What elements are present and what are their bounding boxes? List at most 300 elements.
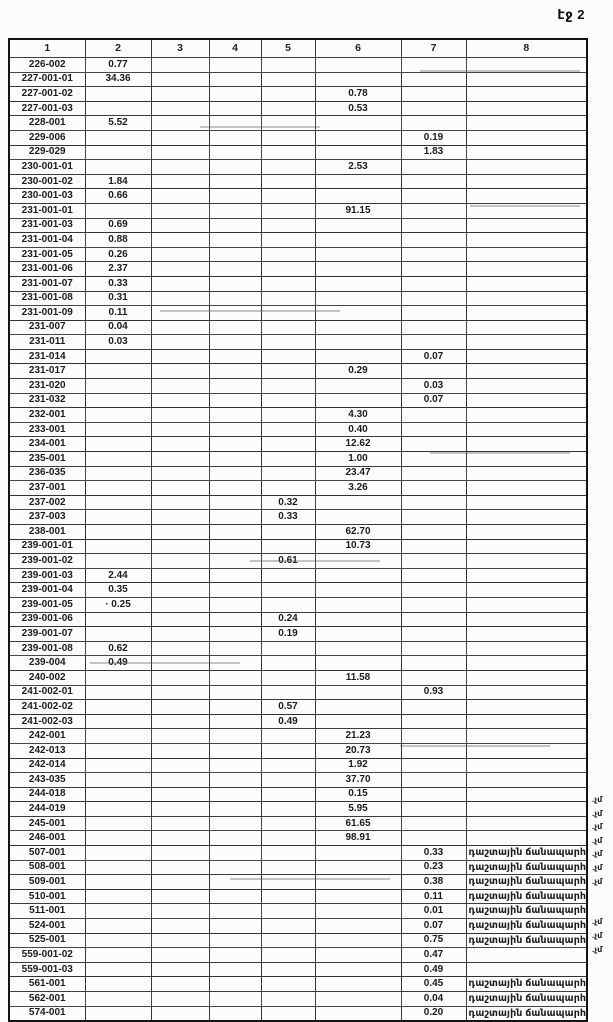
- cell: [315, 189, 401, 204]
- cell: 2.44: [85, 568, 151, 583]
- cell: 227-001-02: [9, 87, 85, 102]
- cell: 230-001-03: [9, 189, 85, 204]
- table-row: [9, 889, 587, 904]
- margin-note: [592, 671, 613, 685]
- cell: [315, 218, 401, 233]
- cell: [151, 335, 209, 350]
- cell: [151, 597, 209, 612]
- cell: [401, 72, 466, 87]
- cell: 0.04: [85, 320, 151, 335]
- cell: [315, 335, 401, 350]
- cell: 61.65: [315, 816, 401, 831]
- cell: դաշտային ճանապարհ: [466, 933, 587, 948]
- table-row: [9, 962, 587, 977]
- cell: [151, 670, 209, 685]
- cell: [151, 174, 209, 189]
- cell: [151, 495, 209, 510]
- cell: 239-001-04: [9, 583, 85, 598]
- cell: [315, 554, 401, 569]
- cell: 240-002: [9, 670, 85, 685]
- table-row: [9, 641, 587, 656]
- cell: [261, 641, 315, 656]
- cell: [151, 72, 209, 87]
- cell: [151, 992, 209, 1007]
- cell: [466, 379, 587, 394]
- cell: 236-035: [9, 466, 85, 481]
- cell: [209, 276, 261, 291]
- table-row: [9, 904, 587, 919]
- cell: [261, 379, 315, 394]
- cell: [261, 203, 315, 218]
- cell: [209, 203, 261, 218]
- cell: [261, 670, 315, 685]
- cell: 23.47: [315, 466, 401, 481]
- table-row: [9, 364, 587, 379]
- cell: [151, 773, 209, 788]
- cell: [151, 714, 209, 729]
- table-row: [9, 130, 587, 145]
- cell: [151, 612, 209, 627]
- cell: [209, 58, 261, 73]
- cell: 227-001-03: [9, 101, 85, 116]
- cell: [401, 729, 466, 744]
- cell: [466, 831, 587, 846]
- margin-note: [592, 236, 613, 250]
- cell: [151, 656, 209, 671]
- margin-note: [592, 508, 613, 522]
- column-header: 3: [151, 39, 209, 58]
- cell: [315, 1006, 401, 1021]
- cell: [151, 145, 209, 160]
- cell: [466, 116, 587, 131]
- cell: [401, 364, 466, 379]
- cell: 231-007: [9, 320, 85, 335]
- cell: [151, 816, 209, 831]
- cell: 1.92: [315, 758, 401, 773]
- cell: [466, 670, 587, 685]
- cell: 0.32: [261, 495, 315, 510]
- cell: [85, 203, 151, 218]
- margin-note: [592, 453, 613, 467]
- cell: [466, 203, 587, 218]
- cell: [151, 306, 209, 321]
- table-row: [9, 729, 587, 744]
- cell: [261, 116, 315, 131]
- cell: [261, 174, 315, 189]
- margin-note: [592, 181, 613, 195]
- table-row: [9, 948, 587, 963]
- margin-note: [592, 712, 613, 726]
- cell: 245-001: [9, 816, 85, 831]
- cell: 559-001-02: [9, 948, 85, 963]
- cell: [261, 875, 315, 890]
- cell: [85, 729, 151, 744]
- cell: 231-001-08: [9, 291, 85, 306]
- margin-note: [592, 127, 613, 141]
- cell: 561-001: [9, 977, 85, 992]
- cell: [261, 597, 315, 612]
- margin-note: [592, 739, 613, 753]
- cell: [401, 714, 466, 729]
- cell: [466, 393, 587, 408]
- cell: 237-001: [9, 481, 85, 496]
- margin-note: [592, 752, 613, 766]
- cell: [209, 773, 261, 788]
- cell: [85, 612, 151, 627]
- page-number-label: էջ 2: [557, 7, 585, 22]
- cell: [209, 539, 261, 554]
- cell: [209, 641, 261, 656]
- table-row: [9, 597, 587, 612]
- cell: [85, 87, 151, 102]
- margin-note: [592, 154, 613, 168]
- cell: [315, 130, 401, 145]
- cell: [151, 583, 209, 598]
- cell: [209, 962, 261, 977]
- margin-note: [592, 141, 613, 155]
- cell: [401, 247, 466, 262]
- table-body: [9, 58, 587, 1022]
- margin-note: .չմ: [592, 822, 603, 832]
- cell: [315, 919, 401, 934]
- cell: [315, 904, 401, 919]
- cell: [315, 393, 401, 408]
- cell: 246-001: [9, 831, 85, 846]
- cell: [401, 568, 466, 583]
- cell: [315, 583, 401, 598]
- cell: [85, 539, 151, 554]
- margin-note: [592, 86, 613, 100]
- cell: [466, 948, 587, 963]
- cell: 237-003: [9, 510, 85, 525]
- cell: [209, 306, 261, 321]
- cell: 0.11: [85, 306, 151, 321]
- cell: 0.33: [85, 276, 151, 291]
- cell: 5.52: [85, 116, 151, 131]
- column-header: 5: [261, 39, 315, 58]
- cell: [261, 72, 315, 87]
- cell: [401, 335, 466, 350]
- cell: [151, 831, 209, 846]
- margin-note: [592, 277, 613, 291]
- cell: դաշտային ճանապարհ: [466, 992, 587, 1007]
- cell: [261, 452, 315, 467]
- data-table: [8, 38, 588, 1022]
- cell: [209, 597, 261, 612]
- cell: [151, 539, 209, 554]
- cell: [209, 743, 261, 758]
- table-row: [9, 743, 587, 758]
- cell: 10.73: [315, 539, 401, 554]
- cell: 231-001-07: [9, 276, 85, 291]
- cell: [315, 379, 401, 394]
- table-row: [9, 875, 587, 890]
- cell: [209, 130, 261, 145]
- cell: 241-002-02: [9, 700, 85, 715]
- table-row: [9, 291, 587, 306]
- cell: [401, 525, 466, 540]
- table-row: [9, 203, 587, 218]
- cell: [85, 101, 151, 116]
- cell: [261, 583, 315, 598]
- cell: [401, 554, 466, 569]
- cell: 244-018: [9, 787, 85, 802]
- cell: [209, 831, 261, 846]
- cell: [85, 743, 151, 758]
- cell: 0.93: [401, 685, 466, 700]
- cell: 228-001: [9, 116, 85, 131]
- cell: [151, 962, 209, 977]
- cell: 3.26: [315, 481, 401, 496]
- table-row: [9, 174, 587, 189]
- cell: [315, 933, 401, 948]
- table-row: [9, 700, 587, 715]
- cell: [315, 116, 401, 131]
- cell: 524-001: [9, 919, 85, 934]
- cell: [151, 276, 209, 291]
- cell: [466, 612, 587, 627]
- cell: [401, 641, 466, 656]
- cell: [466, 729, 587, 744]
- cell: 231-001-06: [9, 262, 85, 277]
- table-row: [9, 583, 587, 598]
- cell: [151, 875, 209, 890]
- cell: [466, 554, 587, 569]
- cell: [209, 568, 261, 583]
- cell: դաշտային ճանապարհ: [466, 904, 587, 919]
- cell: [85, 787, 151, 802]
- cell: [85, 130, 151, 145]
- cell: [209, 1006, 261, 1021]
- cell: [261, 130, 315, 145]
- cell: [315, 714, 401, 729]
- cell: 231-017: [9, 364, 85, 379]
- cell: [209, 145, 261, 160]
- cell: [151, 233, 209, 248]
- cell: [209, 437, 261, 452]
- cell: [401, 437, 466, 452]
- cell: [209, 218, 261, 233]
- cell: [151, 919, 209, 934]
- cell: [151, 904, 209, 919]
- margin-note: [592, 59, 613, 73]
- table-row: [9, 87, 587, 102]
- cell: [85, 495, 151, 510]
- cell: 241-002-01: [9, 685, 85, 700]
- cell: [466, 568, 587, 583]
- cell: 0.69: [85, 218, 151, 233]
- margin-note: [592, 766, 613, 780]
- margin-note: [592, 168, 613, 182]
- cell: 235-001: [9, 452, 85, 467]
- cell: [466, 525, 587, 540]
- cell: [401, 408, 466, 423]
- cell: 574-001: [9, 1006, 85, 1021]
- margin-note: [592, 902, 613, 916]
- cell: [85, 962, 151, 977]
- margin-note: [592, 385, 613, 399]
- cell: [261, 393, 315, 408]
- cell: 0.33: [401, 846, 466, 861]
- cell: 21.23: [315, 729, 401, 744]
- cell: 0.20: [401, 1006, 466, 1021]
- cell: 0.78: [315, 87, 401, 102]
- cell: [209, 247, 261, 262]
- cell: [261, 568, 315, 583]
- cell: [315, 992, 401, 1007]
- cell: [85, 919, 151, 934]
- cell: [466, 306, 587, 321]
- table-row: [9, 758, 587, 773]
- cell: [209, 72, 261, 87]
- cell: [151, 262, 209, 277]
- cell: [85, 1006, 151, 1021]
- cell: [261, 816, 315, 831]
- cell: [315, 291, 401, 306]
- cell: [209, 875, 261, 890]
- cell: [151, 218, 209, 233]
- cell: [85, 393, 151, 408]
- cell: [466, 174, 587, 189]
- cell: [261, 525, 315, 540]
- cell: [315, 495, 401, 510]
- margin-note: [592, 412, 613, 426]
- cell: [151, 889, 209, 904]
- table-row: [9, 612, 587, 627]
- cell: [401, 802, 466, 817]
- cell: 239-001-03: [9, 568, 85, 583]
- margin-note: .չմ: [592, 944, 603, 954]
- cell: [315, 320, 401, 335]
- cell: 1.00: [315, 452, 401, 467]
- cell: [466, 481, 587, 496]
- column-header: 1: [9, 39, 85, 58]
- table-row: [9, 933, 587, 948]
- table-row: [9, 656, 587, 671]
- cell: [315, 349, 401, 364]
- cell: [209, 481, 261, 496]
- cell: [315, 510, 401, 525]
- margin-note: .չմ: [592, 808, 603, 818]
- cell: 0.29: [315, 364, 401, 379]
- cell: [151, 860, 209, 875]
- margin-note: [592, 548, 613, 562]
- cell: [261, 218, 315, 233]
- margin-note: [592, 467, 613, 481]
- margin-note: [592, 344, 613, 358]
- cell: [466, 787, 587, 802]
- margin-note: [592, 426, 613, 440]
- margin-note: [592, 304, 613, 318]
- cell: [209, 948, 261, 963]
- cell: 229-006: [9, 130, 85, 145]
- column-header: 8: [466, 39, 587, 58]
- cell: [401, 627, 466, 642]
- margin-note: [592, 209, 613, 223]
- cell: [85, 758, 151, 773]
- cell: [401, 597, 466, 612]
- cell: 91.15: [315, 203, 401, 218]
- cell: [151, 203, 209, 218]
- table-row: [9, 72, 587, 87]
- cell: [261, 802, 315, 817]
- cell: 12.62: [315, 437, 401, 452]
- margin-note: [592, 644, 613, 658]
- cell: [466, 218, 587, 233]
- cell: [315, 276, 401, 291]
- cell: [466, 452, 587, 467]
- table-row: [9, 233, 587, 248]
- margin-note: [592, 399, 613, 413]
- cell: [85, 510, 151, 525]
- cell: 0.19: [401, 130, 466, 145]
- cell: [209, 933, 261, 948]
- cell: 0.49: [401, 962, 466, 977]
- cell: 233-001: [9, 422, 85, 437]
- cell: [85, 685, 151, 700]
- margin-note: [592, 616, 613, 630]
- cell: [151, 743, 209, 758]
- cell: [261, 685, 315, 700]
- cell: 2.37: [85, 262, 151, 277]
- cell: [85, 160, 151, 175]
- cell: [466, 422, 587, 437]
- cell: [85, 670, 151, 685]
- cell: [209, 349, 261, 364]
- cell: [466, 685, 587, 700]
- cell: [85, 481, 151, 496]
- margin-note: [592, 195, 613, 209]
- cell: 0.77: [85, 58, 151, 73]
- cell: [261, 933, 315, 948]
- table-row: [9, 773, 587, 788]
- cell: [466, 320, 587, 335]
- cell: 98.91: [315, 831, 401, 846]
- margin-note: [592, 440, 613, 454]
- cell: [401, 656, 466, 671]
- cell: [209, 379, 261, 394]
- table-row: [9, 539, 587, 554]
- cell: [209, 612, 261, 627]
- cell: [209, 335, 261, 350]
- margin-note: .չմ: [592, 917, 603, 927]
- cell: 226-002: [9, 58, 85, 73]
- cell: [209, 525, 261, 540]
- cell: [315, 262, 401, 277]
- cell: [261, 87, 315, 102]
- cell: 0.07: [401, 349, 466, 364]
- cell: [466, 364, 587, 379]
- cell: [315, 700, 401, 715]
- cell: [401, 218, 466, 233]
- cell: [261, 160, 315, 175]
- cell: [261, 860, 315, 875]
- cell: [401, 276, 466, 291]
- cell: [85, 466, 151, 481]
- cell: [466, 743, 587, 758]
- cell: 11.58: [315, 670, 401, 685]
- cell: [261, 846, 315, 861]
- cell: [85, 889, 151, 904]
- cell: 0.62: [85, 641, 151, 656]
- cell: [209, 904, 261, 919]
- cell: [85, 773, 151, 788]
- table-row: [9, 101, 587, 116]
- cell: [85, 145, 151, 160]
- cell: 0.35: [85, 583, 151, 598]
- cell: [209, 992, 261, 1007]
- cell: [401, 189, 466, 204]
